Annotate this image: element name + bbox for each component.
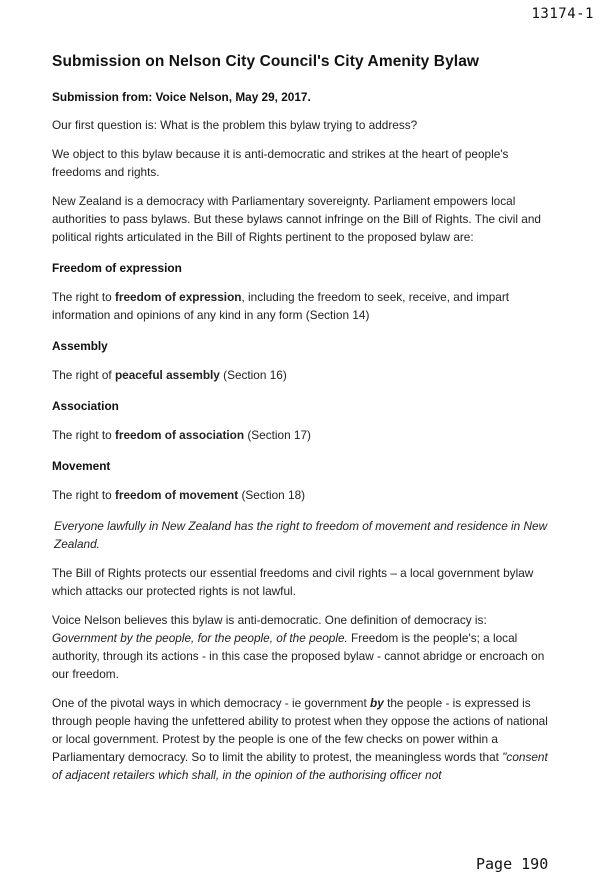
right-assembly: The right of peaceful assembly (Section 16) [52, 368, 287, 382]
heading-expression: Freedom of expression [52, 261, 182, 275]
paragraph-democracy: New Zealand is a democracy with Parliamentary sovereignty. Parliament empowers local authorities to pass bylaws. But these bylaws cannot infringe on the Bill of Rights. The civil and political rights articulated in the Bill of Rights pertinent to the proposed bylaw are: [52, 194, 541, 244]
right-association: The right to freedom of association (Section 17) [52, 428, 311, 442]
paragraph-bill-of-rights: The Bill of Rights protects our essential freedoms and civil rights – a local government bylaw which attacks our protected rights is not lawful. [52, 566, 534, 598]
movement-quote: Everyone lawfully in New Zealand has the right to freedom of movement and residence in New Zealand. [54, 519, 548, 551]
document-id: 13174-1 [531, 6, 594, 22]
submission-from: Submission from: Voice Nelson, May 29, 2017. [52, 90, 311, 104]
right-expression: The right to freedom of expression, including the freedom to seek, receive, and impart information and opinions of any kind in any form (Section 14) [52, 290, 510, 322]
paragraph-question: Our first question is: What is the problem this bylaw trying to address? [52, 118, 418, 132]
heading-association: Association [52, 399, 119, 413]
page-number: Page 190 [476, 855, 549, 873]
paragraph-protest: One of the pivotal ways in which democracy - ie government by the people - is expressed is through people having the unfettered ability to protest when they oppose the actions of national or local government. Protest by the people is one of the few checks on power within a Parliamentary democracy. So to limit the ability to protest, the meaningless words that "consent of adjacent retailers which shall, in the opinion of the authorising officer not [52, 696, 548, 782]
paragraph-anti-democratic: Voice Nelson believes this bylaw is anti-democratic. One definition of democracy is: Government by the people, for the people, of the people. Freedom is the people's; a local authority, through its actions - in this case the proposed bylaw - cannot abridge or encroach on our freedom. [52, 613, 545, 681]
document-title: Submission on Nelson City Council's City Amenity Bylaw [52, 53, 480, 70]
document-body [52, 53, 552, 795]
heading-movement: Movement [52, 459, 111, 473]
heading-assembly: Assembly [52, 339, 108, 353]
right-movement: The right to freedom of movement (Section 18) [52, 488, 306, 502]
paragraph-objection: We object to this bylaw because it is anti-democratic and strikes at the heart of people's freedoms and rights. [52, 147, 509, 179]
